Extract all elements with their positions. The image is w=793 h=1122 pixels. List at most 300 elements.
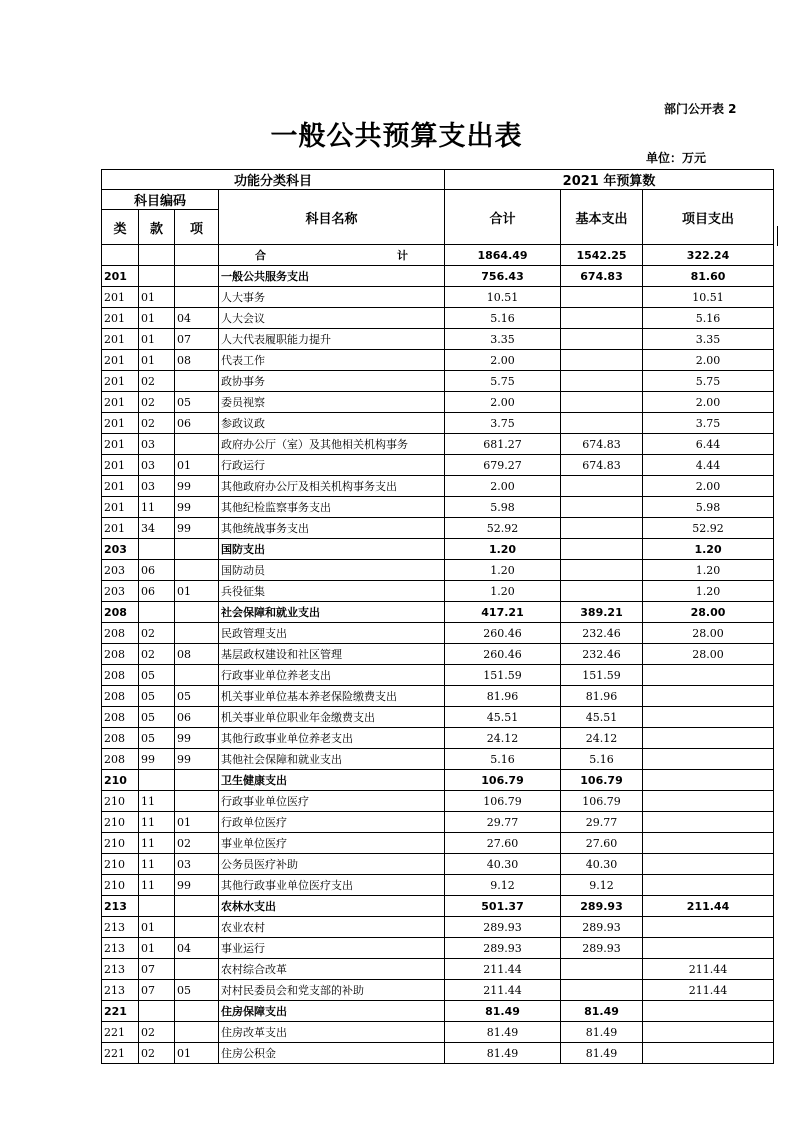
cell-subject-name: 兵役征集 (219, 581, 445, 602)
total-xiang (175, 245, 219, 266)
cell-subject-name: 其他纪检监察事务支出 (219, 497, 445, 518)
cell-lei: 208 (102, 665, 139, 686)
cell-basic: 389.21 (561, 602, 643, 623)
cell-xiang (175, 665, 219, 686)
table-row (102, 665, 774, 686)
cell-basic: 106.79 (561, 791, 643, 812)
cell-lei: 201 (102, 434, 139, 455)
table-row (102, 1043, 774, 1064)
cell-kuan: 11 (139, 833, 175, 854)
cell-lei: 201 (102, 518, 139, 539)
cell-xiang: 99 (175, 476, 219, 497)
cell-lei: 210 (102, 812, 139, 833)
cell-total: 45.51 (445, 707, 561, 728)
cell-xiang (175, 539, 219, 560)
cell-lei: 201 (102, 476, 139, 497)
cell-project: 52.92 (643, 518, 774, 539)
cell-lei: 201 (102, 287, 139, 308)
cell-kuan (139, 1001, 175, 1022)
cell-xiang: 03 (175, 854, 219, 875)
table-row (102, 602, 774, 623)
cell-basic: 9.12 (561, 875, 643, 896)
cell-basic: 27.60 (561, 833, 643, 854)
cell-subject-name: 其他社会保障和就业支出 (219, 749, 445, 770)
table-row (102, 1022, 774, 1043)
cell-project: 1.20 (643, 560, 774, 581)
table-row (102, 749, 774, 770)
cell-kuan: 05 (139, 728, 175, 749)
cell-total: 3.75 (445, 413, 561, 434)
table-row (102, 938, 774, 959)
table-row (102, 917, 774, 938)
cell-basic: 40.30 (561, 854, 643, 875)
cell-total: 29.77 (445, 812, 561, 833)
cell-subject-name: 农业农村 (219, 917, 445, 938)
cell-project: 1.20 (643, 581, 774, 602)
cell-total: 1.20 (445, 560, 561, 581)
cell-kuan: 02 (139, 623, 175, 644)
cell-basic: 674.83 (561, 266, 643, 287)
cell-subject-name: 行政运行 (219, 455, 445, 476)
cell-project: 211.44 (643, 980, 774, 1001)
total-basic: 1542.25 (561, 245, 643, 266)
cell-lei: 208 (102, 749, 139, 770)
cell-basic (561, 476, 643, 497)
cell-basic: 289.93 (561, 938, 643, 959)
cell-lei: 208 (102, 602, 139, 623)
table-row (102, 980, 774, 1001)
cell-subject-name: 其他统战事务支出 (219, 518, 445, 539)
cell-xiang: 05 (175, 686, 219, 707)
table-row (102, 350, 774, 371)
cell-total: 5.16 (445, 308, 561, 329)
cell-lei: 208 (102, 623, 139, 644)
cell-basic: 29.77 (561, 812, 643, 833)
cell-subject-name: 卫生健康支出 (219, 770, 445, 791)
cell-basic: 674.83 (561, 434, 643, 455)
cell-lei: 201 (102, 455, 139, 476)
cell-subject-name: 其他行政事业单位医疗支出 (219, 875, 445, 896)
cell-kuan: 11 (139, 875, 175, 896)
cell-project: 1.20 (643, 539, 774, 560)
header-project: 项目支出 (643, 190, 774, 245)
cell-kuan: 03 (139, 455, 175, 476)
table-row (102, 329, 774, 350)
cell-project (643, 875, 774, 896)
table-row (102, 497, 774, 518)
cell-kuan: 03 (139, 476, 175, 497)
cell-project: 5.75 (643, 371, 774, 392)
cell-kuan: 01 (139, 917, 175, 938)
cell-subject-name: 基层政权建设和社区管理 (219, 644, 445, 665)
cell-total: 289.93 (445, 938, 561, 959)
table-body (102, 245, 774, 1064)
total-label: 合 计 (219, 245, 445, 266)
cell-project (643, 1043, 774, 1064)
cell-basic (561, 287, 643, 308)
cell-total: 417.21 (445, 602, 561, 623)
cell-total: 27.60 (445, 833, 561, 854)
table-row (102, 581, 774, 602)
cell-project: 28.00 (643, 623, 774, 644)
cell-lei: 221 (102, 1001, 139, 1022)
cell-xiang: 04 (175, 938, 219, 959)
cell-basic (561, 497, 643, 518)
cell-project: 28.00 (643, 602, 774, 623)
cell-basic: 151.59 (561, 665, 643, 686)
table-row (102, 707, 774, 728)
cell-xiang (175, 602, 219, 623)
cell-project (643, 938, 774, 959)
header-subject-code: 科目编码 (102, 190, 219, 210)
cell-kuan: 07 (139, 959, 175, 980)
cell-subject-name: 住房公积金 (219, 1043, 445, 1064)
cell-subject-name: 其他行政事业单位养老支出 (219, 728, 445, 749)
table-row (102, 728, 774, 749)
cell-basic (561, 413, 643, 434)
cell-lei: 210 (102, 833, 139, 854)
cell-kuan: 02 (139, 413, 175, 434)
cell-basic (561, 539, 643, 560)
cell-total: 81.96 (445, 686, 561, 707)
cell-xiang (175, 266, 219, 287)
cell-basic: 289.93 (561, 896, 643, 917)
table-row (102, 518, 774, 539)
total-project: 322.24 (643, 245, 774, 266)
table-row (102, 434, 774, 455)
cell-total: 289.93 (445, 917, 561, 938)
table-row (102, 392, 774, 413)
total-lei (102, 245, 139, 266)
cell-kuan: 01 (139, 287, 175, 308)
cell-project: 3.75 (643, 413, 774, 434)
cell-subject-name: 政府办公厅（室）及其他相关机构事务 (219, 434, 445, 455)
cell-subject-name: 农林水支出 (219, 896, 445, 917)
header-subject-name: 科目名称 (219, 190, 445, 245)
cell-lei: 203 (102, 539, 139, 560)
cell-project: 10.51 (643, 287, 774, 308)
cell-total: 81.49 (445, 1022, 561, 1043)
cell-lei: 221 (102, 1022, 139, 1043)
cell-project: 2.00 (643, 476, 774, 497)
cell-basic: 81.96 (561, 686, 643, 707)
cell-total: 681.27 (445, 434, 561, 455)
cell-project: 3.35 (643, 329, 774, 350)
cell-total: 5.98 (445, 497, 561, 518)
cell-subject-name: 事业单位医疗 (219, 833, 445, 854)
cell-basic: 232.46 (561, 623, 643, 644)
cell-basic (561, 308, 643, 329)
cell-lei: 213 (102, 980, 139, 1001)
cell-total: 2.00 (445, 350, 561, 371)
cell-basic: 232.46 (561, 644, 643, 665)
total-row (102, 245, 774, 266)
cell-project (643, 728, 774, 749)
cell-xiang: 01 (175, 1043, 219, 1064)
cell-total: 260.46 (445, 623, 561, 644)
cell-project (643, 707, 774, 728)
cell-total: 9.12 (445, 875, 561, 896)
cell-basic (561, 581, 643, 602)
cell-basic: 5.16 (561, 749, 643, 770)
cell-lei: 213 (102, 917, 139, 938)
cell-kuan (139, 602, 175, 623)
cell-basic (561, 980, 643, 1001)
cell-xiang: 01 (175, 812, 219, 833)
cell-subject-name: 对村民委员会和党支部的补助 (219, 980, 445, 1001)
cell-kuan (139, 539, 175, 560)
cell-total: 501.37 (445, 896, 561, 917)
header-kuan: 款 (139, 210, 175, 245)
cell-subject-name: 一般公共服务支出 (219, 266, 445, 287)
cell-total: 106.79 (445, 770, 561, 791)
cell-total: 151.59 (445, 665, 561, 686)
cell-project (643, 770, 774, 791)
header-lei: 类 (102, 210, 139, 245)
cell-lei: 203 (102, 581, 139, 602)
cell-xiang: 05 (175, 392, 219, 413)
cell-total: 2.00 (445, 476, 561, 497)
cell-xiang: 02 (175, 833, 219, 854)
cell-lei: 208 (102, 644, 139, 665)
cell-subject-name: 住房保障支出 (219, 1001, 445, 1022)
cell-xiang: 01 (175, 455, 219, 476)
cell-basic (561, 329, 643, 350)
cell-total: 40.30 (445, 854, 561, 875)
header-basic: 基本支出 (561, 190, 643, 245)
cell-subject-name: 机关事业单位基本养老保险缴费支出 (219, 686, 445, 707)
cell-subject-name: 住房改革支出 (219, 1022, 445, 1043)
cell-lei: 213 (102, 938, 139, 959)
cell-lei: 208 (102, 728, 139, 749)
cell-subject-name: 农村综合改革 (219, 959, 445, 980)
cell-xiang: 05 (175, 980, 219, 1001)
cell-lei: 210 (102, 875, 139, 896)
cell-kuan (139, 896, 175, 917)
cell-project (643, 917, 774, 938)
cell-subject-name: 参政议政 (219, 413, 445, 434)
cell-kuan: 01 (139, 308, 175, 329)
header-xiang: 项 (175, 210, 219, 245)
cell-project: 28.00 (643, 644, 774, 665)
cell-xiang (175, 959, 219, 980)
cell-kuan: 02 (139, 1022, 175, 1043)
table-row (102, 560, 774, 581)
cell-basic: 106.79 (561, 770, 643, 791)
table-row (102, 623, 774, 644)
cell-kuan: 05 (139, 686, 175, 707)
cell-basic: 45.51 (561, 707, 643, 728)
cell-basic (561, 350, 643, 371)
cell-total: 2.00 (445, 392, 561, 413)
table-row (102, 1001, 774, 1022)
cell-basic (561, 392, 643, 413)
cell-total: 1.20 (445, 581, 561, 602)
table-row (102, 686, 774, 707)
cell-xiang (175, 1001, 219, 1022)
cell-basic (561, 560, 643, 581)
cell-kuan: 02 (139, 392, 175, 413)
cell-total: 5.16 (445, 749, 561, 770)
cell-kuan: 34 (139, 518, 175, 539)
cell-subject-name: 社会保障和就业支出 (219, 602, 445, 623)
cell-lei: 201 (102, 350, 139, 371)
cell-lei: 201 (102, 413, 139, 434)
cell-subject-name: 委员视察 (219, 392, 445, 413)
cell-basic (561, 371, 643, 392)
cell-xiang: 99 (175, 875, 219, 896)
cell-project (643, 665, 774, 686)
cell-lei: 201 (102, 266, 139, 287)
cell-subject-name: 行政单位医疗 (219, 812, 445, 833)
header-row-2 (102, 190, 774, 210)
table-row (102, 308, 774, 329)
cell-lei: 208 (102, 707, 139, 728)
table-row (102, 287, 774, 308)
cell-kuan: 99 (139, 749, 175, 770)
table-row (102, 770, 774, 791)
cell-lei: 213 (102, 896, 139, 917)
cell-xiang: 99 (175, 749, 219, 770)
cell-xiang (175, 917, 219, 938)
table-row (102, 371, 774, 392)
cell-xiang: 06 (175, 707, 219, 728)
cell-subject-name: 人大会议 (219, 308, 445, 329)
cell-total: 81.49 (445, 1043, 561, 1064)
table-row (102, 896, 774, 917)
cell-kuan: 11 (139, 854, 175, 875)
cell-project (643, 854, 774, 875)
cell-project (643, 833, 774, 854)
cell-xiang (175, 770, 219, 791)
cell-basic: 24.12 (561, 728, 643, 749)
cell-project: 81.60 (643, 266, 774, 287)
cell-kuan (139, 266, 175, 287)
cell-project: 6.44 (643, 434, 774, 455)
cell-total: 260.46 (445, 644, 561, 665)
cell-lei: 213 (102, 959, 139, 980)
cell-total: 756.43 (445, 266, 561, 287)
cell-lei: 210 (102, 791, 139, 812)
cell-total: 81.49 (445, 1001, 561, 1022)
table-row (102, 455, 774, 476)
cell-project (643, 1001, 774, 1022)
cell-kuan: 06 (139, 581, 175, 602)
cell-subject-name: 国防动员 (219, 560, 445, 581)
header-func-category: 功能分类科目 (102, 170, 445, 190)
header-year-budget: 2021 年预算数 (445, 170, 774, 190)
cell-project: 5.16 (643, 308, 774, 329)
cell-lei: 210 (102, 770, 139, 791)
cell-subject-name: 公务员医疗补助 (219, 854, 445, 875)
cell-kuan (139, 770, 175, 791)
cell-kuan: 07 (139, 980, 175, 1001)
cell-subject-name: 人大事务 (219, 287, 445, 308)
cell-xiang (175, 896, 219, 917)
cell-kuan: 11 (139, 791, 175, 812)
cell-subject-name: 机关事业单位职业年金缴费支出 (219, 707, 445, 728)
budget-table (101, 169, 774, 1064)
cell-basic (561, 518, 643, 539)
table-row (102, 644, 774, 665)
cell-subject-name: 其他政府办公厅及相关机构事务支出 (219, 476, 445, 497)
cell-project: 211.44 (643, 896, 774, 917)
table-row (102, 854, 774, 875)
cell-project (643, 749, 774, 770)
cell-kuan: 02 (139, 371, 175, 392)
cell-xiang (175, 371, 219, 392)
cell-subject-name: 民政管理支出 (219, 623, 445, 644)
cell-total: 5.75 (445, 371, 561, 392)
cell-basic: 81.49 (561, 1043, 643, 1064)
total-sum: 1864.49 (445, 245, 561, 266)
table-row (102, 413, 774, 434)
cell-xiang (175, 434, 219, 455)
cell-lei: 201 (102, 371, 139, 392)
cell-total: 1.20 (445, 539, 561, 560)
page-title: 一般公共预算支出表 (270, 121, 523, 152)
table-row (102, 959, 774, 980)
cell-total: 10.51 (445, 287, 561, 308)
total-kuan (139, 245, 175, 266)
cell-lei: 221 (102, 1043, 139, 1064)
cell-project: 4.44 (643, 455, 774, 476)
cell-total: 211.44 (445, 959, 561, 980)
cell-basic: 81.49 (561, 1022, 643, 1043)
cell-subject-name: 事业运行 (219, 938, 445, 959)
cell-total: 106.79 (445, 791, 561, 812)
cell-total: 52.92 (445, 518, 561, 539)
table-row (102, 833, 774, 854)
cell-xiang (175, 287, 219, 308)
cell-project: 5.98 (643, 497, 774, 518)
cell-xiang: 08 (175, 644, 219, 665)
cell-project: 2.00 (643, 350, 774, 371)
cell-lei: 201 (102, 497, 139, 518)
cell-xiang (175, 791, 219, 812)
table-row (102, 539, 774, 560)
cell-xiang: 06 (175, 413, 219, 434)
cell-total: 679.27 (445, 455, 561, 476)
cell-xiang: 99 (175, 497, 219, 518)
cell-subject-name: 代表工作 (219, 350, 445, 371)
cell-project (643, 812, 774, 833)
cell-total: 211.44 (445, 980, 561, 1001)
unit-label: 单位：万元 (646, 151, 707, 165)
cell-lei: 208 (102, 686, 139, 707)
cell-subject-name: 行政事业单位养老支出 (219, 665, 445, 686)
cell-kuan: 01 (139, 938, 175, 959)
cell-xiang (175, 560, 219, 581)
cell-xiang: 04 (175, 308, 219, 329)
cell-xiang: 07 (175, 329, 219, 350)
header-row-1 (102, 170, 774, 190)
cell-project (643, 791, 774, 812)
cell-xiang (175, 623, 219, 644)
table-row (102, 791, 774, 812)
cell-project (643, 1022, 774, 1043)
cell-project: 211.44 (643, 959, 774, 980)
cell-lei: 203 (102, 560, 139, 581)
cell-kuan: 01 (139, 329, 175, 350)
cell-subject-name: 政协事务 (219, 371, 445, 392)
cell-xiang: 01 (175, 581, 219, 602)
cell-lei: 201 (102, 392, 139, 413)
cell-kuan: 05 (139, 707, 175, 728)
cell-xiang (175, 1022, 219, 1043)
cell-kuan: 02 (139, 1043, 175, 1064)
cell-xiang: 99 (175, 518, 219, 539)
